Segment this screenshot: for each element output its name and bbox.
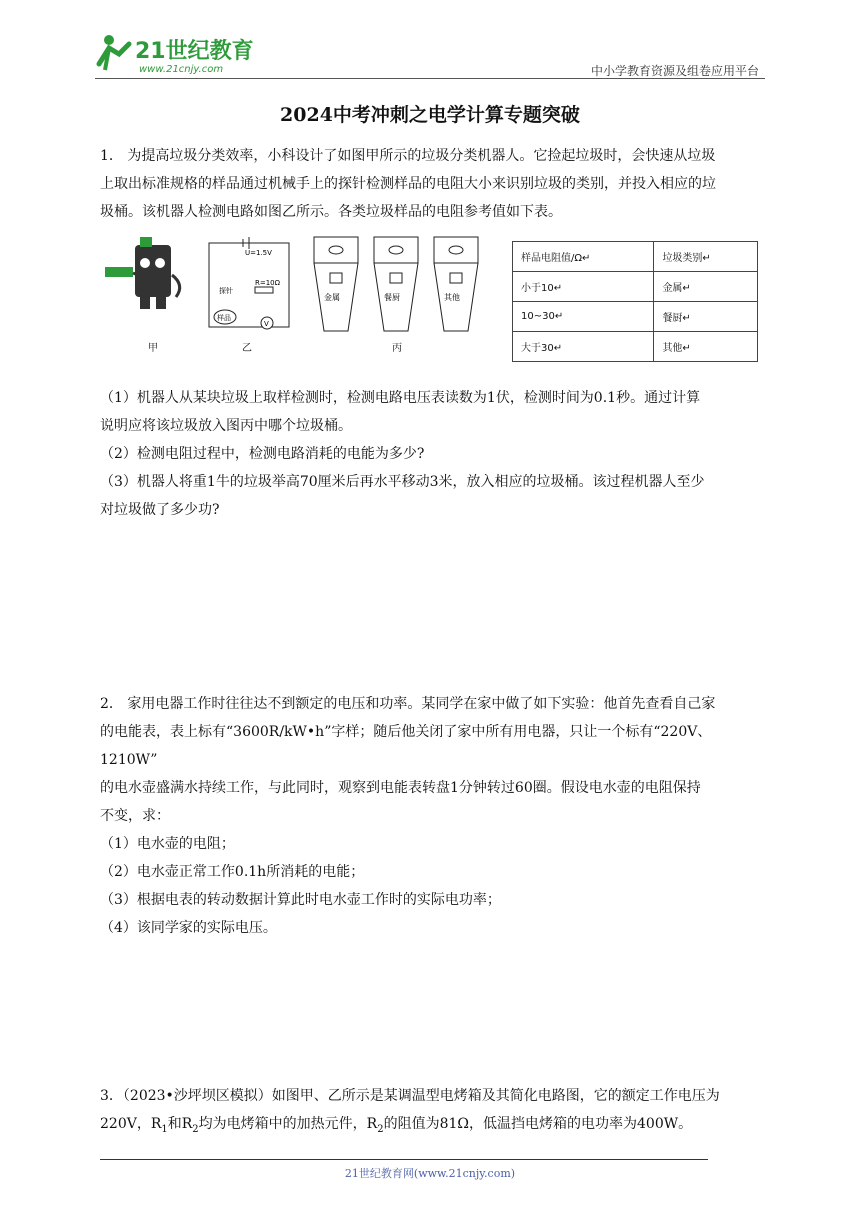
q1-line: 圾桶。该机器人检测电路如图乙所示。各类垃圾样品的电阻参考值如下表。 [100, 204, 562, 220]
q2-sub-2: （2）电水壶正常工作0.1h所消耗的电能； [100, 864, 365, 880]
table-row [513, 332, 758, 362]
q2-line: 2． 家用电器工作时往往达不到额定的电压和功率。某同学在家中做了如下实验：他首先查看自己家 [100, 696, 716, 712]
q1-sub-3: （3）机器人将重1牛的垃圾举高70厘米后再水平移动3米，放入相应的垃圾桶。该过程机器人至少 [100, 474, 705, 490]
table-header-row [513, 242, 758, 272]
logo-url: www.21cnjy.com [139, 64, 224, 75]
platform-label: 中小学教育资源及组卷应用平台 [590, 64, 759, 78]
q2-sub-3: （3）根据电表的转动数据计算此时电水壶工作时的实际电功率； [100, 892, 501, 908]
q1-line: 上取出标准规格的样品通过机械手上的探针检测样品的电阻大小来识别垃圾的类别，并投入相应的垃 [100, 176, 716, 192]
q1-line: 1． 为提高垃圾分类效率，小科设计了如图甲所示的垃圾分类机器人。它捡起垃圾时，会快速从垃圾 [100, 148, 716, 164]
probe-label: 探针 [219, 287, 233, 295]
table-cell: 小于10↵ [513, 272, 654, 302]
q2-stem [100, 690, 765, 942]
robot-figure [100, 235, 195, 320]
q2-sub-1: （1）电水壶的电阻； [100, 836, 235, 852]
q1-sub-1: （1）机器人从某块垃圾上取样检测时，检测电路电压表读数为1伏，检测时间为0.1秒。通过计算 [100, 390, 701, 406]
q1-sub-3-cont: 对垃圾做了多少功? [100, 502, 220, 518]
q3-line: 3．（2023•沙坪坝区模拟）如图甲、乙所示是某调温型电烤箱及其简化电路图，它的额定工作电压为 [100, 1088, 720, 1104]
table-cell: 其他↵ [654, 332, 758, 362]
table-cell: 大于30↵ [513, 332, 654, 362]
q1-sub-1-cont: 说明应将该垃圾放入图丙中哪个垃圾桶。 [100, 418, 352, 434]
resistance-table [512, 241, 758, 362]
page-header [95, 30, 765, 78]
q2-line: 的电能表，表上标有“3600R/kW•h”字样；随后他关闭了家中所有用电器，只让一个标有“220V、1210W” [100, 724, 712, 768]
bin-label: 金属 [324, 293, 340, 302]
q3-line: 220V，$R_1$和$R_2$均为电烤箱中的加热元件，$R_2$的阻值为81Ω，低温挡电烤箱的电功率为400W。 [100, 1116, 693, 1135]
page-title: 2024中考冲刺之电学计算专题突破 [280, 104, 580, 126]
fig-label-jia: 甲 [148, 343, 158, 354]
table-row [513, 272, 758, 302]
fig-label-bing: 丙 [392, 343, 402, 354]
bins-figure [310, 235, 490, 335]
q2-line: 不变，求： [100, 808, 170, 824]
table-cell: 金属↵ [654, 272, 758, 302]
bin-label: 餐厨 [384, 293, 400, 302]
voltmeter-symbol: V [264, 320, 269, 328]
circuit-diagram [205, 235, 295, 335]
table-cell: 10~30↵ [513, 302, 654, 332]
table-header: 样品电阻值/Ω↵ [513, 242, 654, 272]
footer-link[interactable]: 21世纪教育网(www.21cnjy.com) [344, 1167, 516, 1180]
bin-label: 其他 [444, 293, 460, 302]
table-header: 垃圾类别↵ [654, 242, 758, 272]
table-cell: 餐厨↵ [654, 302, 758, 332]
resistor-label: R=10Ω [255, 279, 280, 287]
q1-stem [100, 142, 765, 226]
logo-21cnjy [95, 30, 265, 78]
fig-label-yi: 乙 [242, 343, 252, 354]
q2-sub-4: （4）该同学家的实际电压。 [100, 920, 277, 936]
table-row [513, 302, 758, 332]
q1-subquestions [100, 384, 765, 524]
q1-figures [100, 235, 765, 365]
header-divider [95, 78, 765, 79]
q3-stem [100, 1082, 765, 1144]
logo-text: 21世纪教育 [135, 39, 254, 64]
q2-line: 的电水壶盛满水持续工作，与此同时，观察到电能表转盘1分钟转过60圈。假设电水壶的电阻保持 [100, 780, 701, 796]
footer-divider [100, 1159, 708, 1160]
sample-label: 样品 [217, 314, 231, 322]
q1-sub-2: （2）检测电阻过程中，检测电路消耗的电能为多少? [100, 446, 425, 462]
voltage-label: U=1.5V [245, 249, 272, 257]
